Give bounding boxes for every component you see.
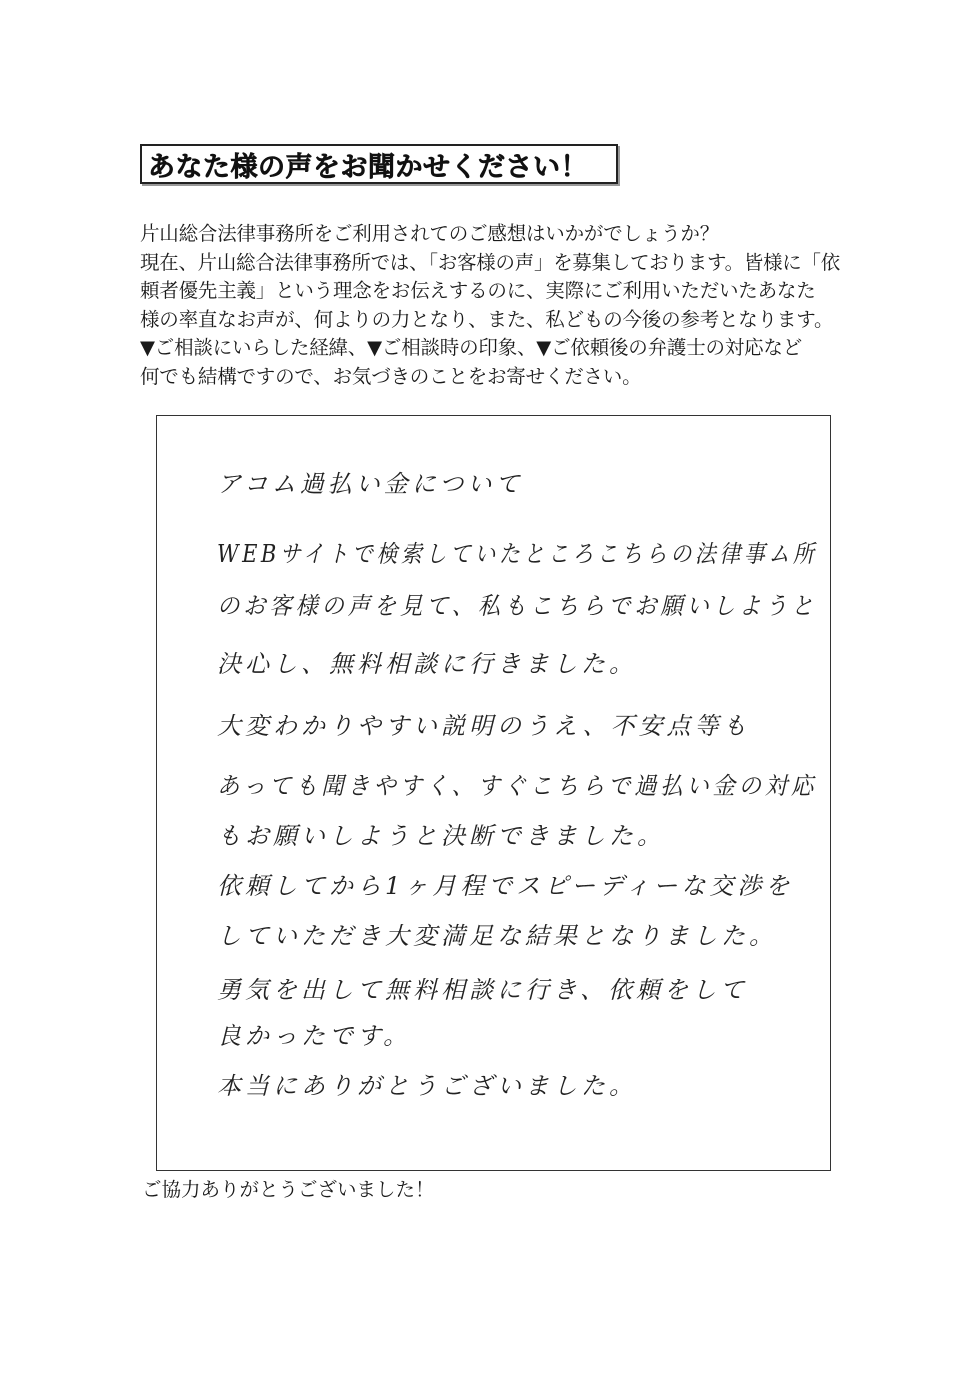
title-banner xyxy=(140,144,618,184)
letter-line: していただき大変満足な結果となりました。 xyxy=(217,922,777,950)
letter-line: あっても聞きやすく、すぐこちらで過払い金の対応 xyxy=(217,772,817,800)
intro-line: 頼者優先主義」という理念をお伝えするのに、実際にご利用いただいたあなた xyxy=(140,279,816,302)
letter-line: もお願いしようと決断できました。 xyxy=(217,822,665,850)
letter-line: 良かったです。 xyxy=(217,1022,412,1050)
closing-thanks: ご協力ありがとうございました！ xyxy=(142,1178,435,1201)
intro-line: 様の率直なお声が、何よりの力となり、また、私どもの今後の参考となります。 xyxy=(140,307,834,331)
intro-line: 何でも結構ですので、お気づきのことをお寄せください。 xyxy=(140,364,642,388)
handwritten-letter-box xyxy=(156,415,831,1171)
letter-line: 大変わかりやすい説明のうえ、不安点等も xyxy=(217,712,751,740)
letter-subject: アコム過払い金について xyxy=(217,470,524,498)
letter-line: 勇気を出して無料相談に行き、依頼をして xyxy=(217,976,749,1004)
letter-line: のお客様の声を見て、私もこちらでお願いしようと xyxy=(217,592,818,620)
letter-line: 依頼してから1ヶ月程でスピーディーな交渉を xyxy=(217,872,794,900)
intro-paragraph xyxy=(140,220,840,391)
intro-line: 片山総合法律事務所をご利用されてのご感想はいかがでしょうか？ xyxy=(140,222,720,245)
letter-line: WEBサイトで検索していたところこちらの法律事ム所 xyxy=(217,540,818,568)
intro-line: 現在、片山総合法律事務所では、「お客様の声」を募集しております。皆様に「依 xyxy=(140,250,840,274)
page-title: あなた様の声をお聞かせください！ xyxy=(148,151,588,183)
letter-line: 決心し、無料相談に行きました。 xyxy=(217,650,637,678)
letter-line: 本当にありがとうございました。 xyxy=(217,1072,637,1100)
intro-line: ▼ご相談にいらした経緯、▼ご相談時の印象、▼ご依頼後の弁護士の対応など xyxy=(140,336,802,359)
